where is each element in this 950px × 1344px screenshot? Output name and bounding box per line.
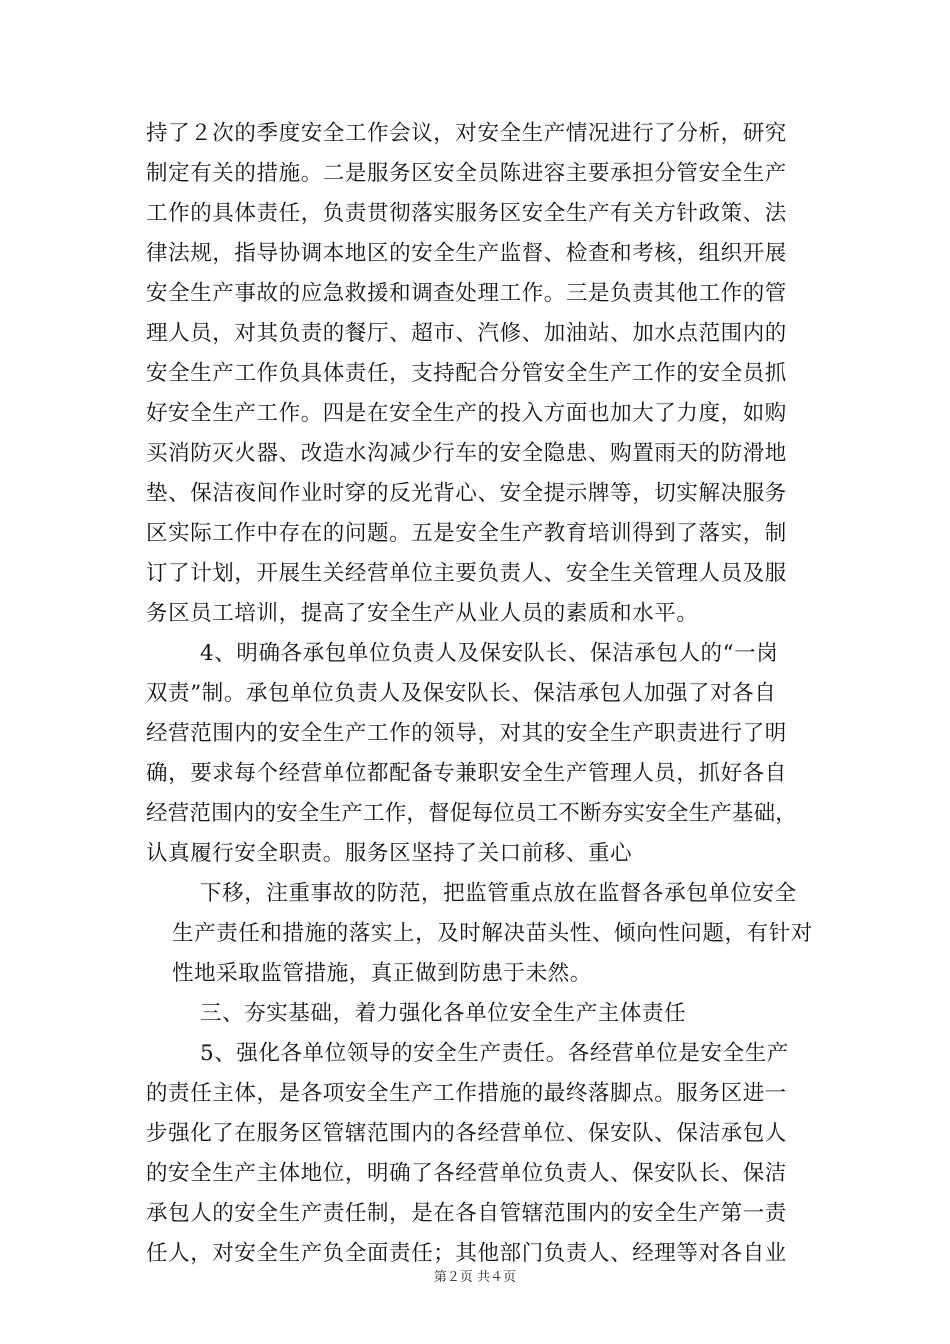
body-text-line: 律法规，指导协调本地区的安全生产监督、检查和考核，组织开展 xyxy=(146,241,787,266)
body-text-line: 经营范围内的安全生产工作的领导，对其的安全生产职责进行了明 xyxy=(146,721,787,746)
body-text-line: 承包人的安全生产责任制，是在各自管辖范围内的安全生产第一责 xyxy=(146,1201,787,1226)
body-text-line: 买消防灭火器、改造水沟减少行车的安全隐患、购置雨天的防滑地 xyxy=(146,441,787,466)
body-text-line: 生产责任和措施的落实上，及时解决苗头性、倾向性问题，有针对 xyxy=(172,921,813,946)
body-text-line: 经营范围内的安全生产工作，督促每位员工不断夯实安全生产基础， xyxy=(146,801,798,826)
body-text-line: 认真履行安全职责。服务区坚持了关口前移、重心 xyxy=(146,841,633,866)
body-text-line: 工作的具体责任，负责贯彻落实服务区安全生产有关方针政策、法 xyxy=(146,201,787,226)
body-text-line: 双责”制。承包单位负责人及保安队长、保洁承包人加强了对各自 xyxy=(146,681,777,706)
body-text-line: 任人，对安全生产负全面责任；其他部门负责人、经理等对各自业 xyxy=(146,1241,787,1266)
body-text-line: 区实际工作中存在的问题。五是安全生产教育培训得到了落实，制 xyxy=(146,521,787,546)
body-text-line: 务区员工培训，提高了安全生产从业人员的素质和水平。 xyxy=(146,601,699,626)
body-text-line: 的安全生产主体地位，明确了各经营单位负责人、保安队长、保洁 xyxy=(146,1161,787,1186)
body-text-line: 性地采取监管措施，真正做到防患于未然。 xyxy=(172,961,592,986)
body-text-line: 好安全生产工作。四是在安全生产的投入方面也加大了力度，如购 xyxy=(146,401,787,426)
body-text-line: 制定有关的措施。二是服务区安全员陈进容主要承担分管安全生产 xyxy=(146,161,787,186)
body-text-line: 下移，注重事故的防范，把监管重点放在监督各承包单位安全 xyxy=(200,881,797,906)
body-text-line: 确，要求每个经营单位都配备专兼职安全生产管理人员，抓好各自 xyxy=(146,761,787,786)
body-text-line: 订了计划，开展生关经营单位主要负责人、安全生关管理人员及服 xyxy=(146,561,787,586)
paragraph-heading-4: 4、明确各承包单位负责人及保安队长、保洁承包人的“一岗 xyxy=(200,641,779,666)
section-heading: 三、夯实基础，着力强化各单位安全生产主体责任 xyxy=(200,1001,687,1026)
body-text-line: 步强化了在服务区管辖范围内的各经营单位、保安队、保洁承包人 xyxy=(146,1121,787,1146)
paragraph-heading-5: 5、强化各单位领导的安全生产责任。各经营单位是安全生产 xyxy=(200,1041,789,1066)
body-text-line: 理人员，对其负责的餐厅、超市、汽修、加油站、加水点范围内的 xyxy=(146,321,787,346)
body-text-line: 的责任主体，是各项安全生产工作措施的最终落脚点。服务区进一 xyxy=(146,1081,787,1106)
body-text-line: 安全生产工作负具体责任，支持配合分管安全生产工作的安全员抓 xyxy=(146,361,787,386)
page-number-footer: 第２页 共４页 xyxy=(433,1270,517,1285)
body-text-line: 垫、保洁夜间作业时穿的反光背心、安全提示牌等，切实解决服务 xyxy=(146,481,787,506)
body-text-line: 持了２次的季度安全工作会议，对安全生产情况进行了分析，研究 xyxy=(146,121,787,146)
body-text-line: 安全生产事故的应急救援和调查处理工作。三是负责其他工作的管 xyxy=(146,281,787,306)
